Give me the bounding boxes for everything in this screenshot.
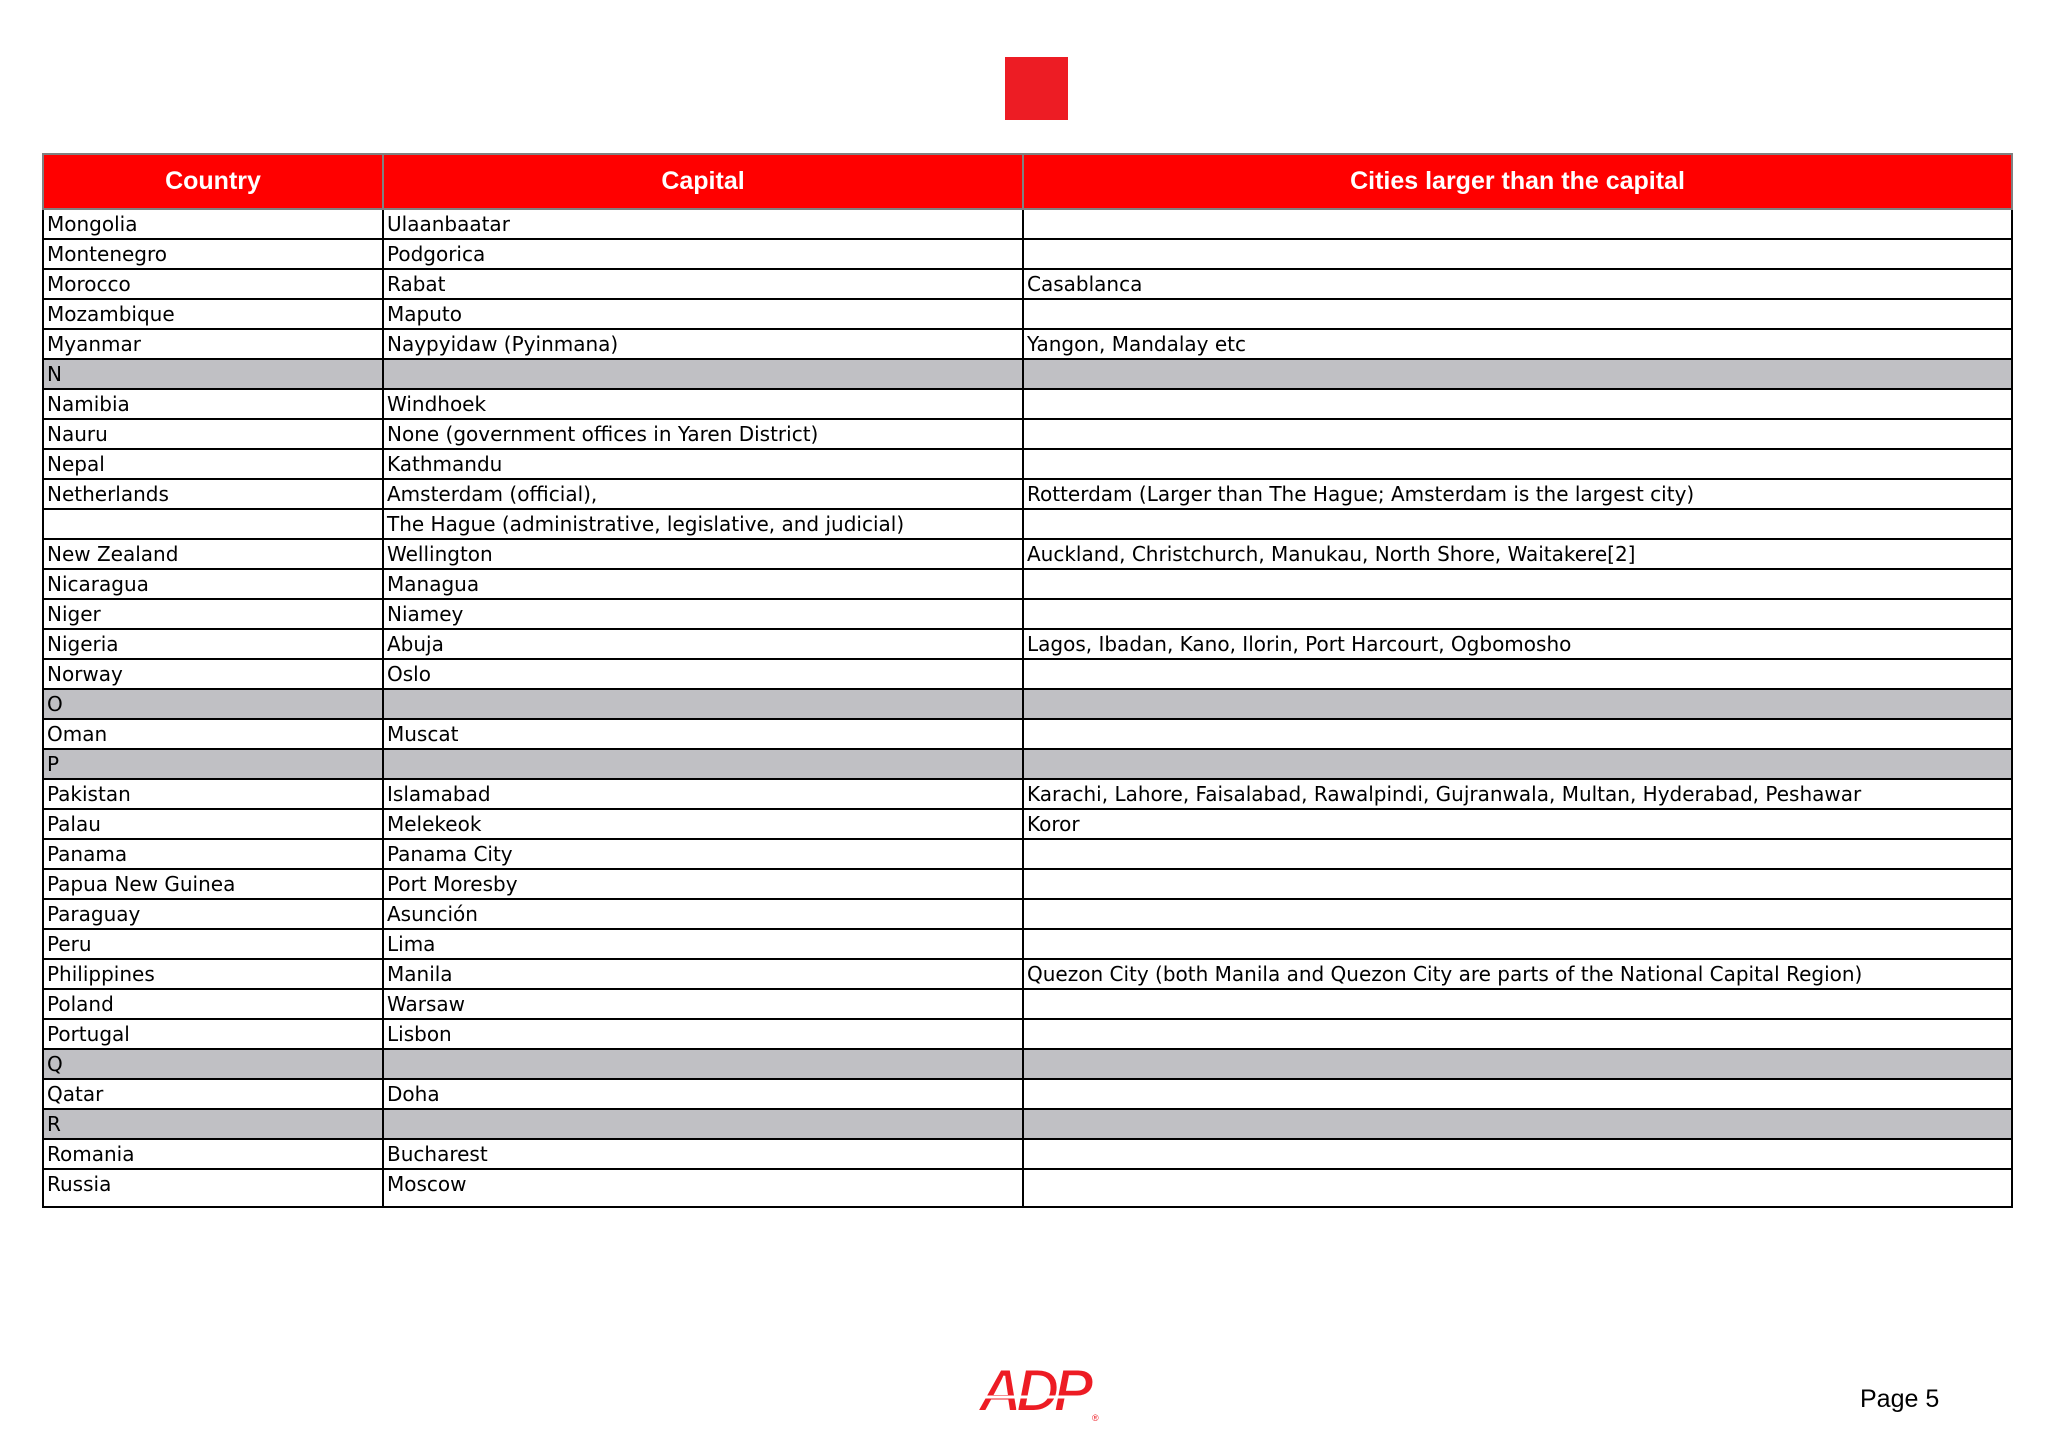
cell-larger-cities: [1023, 299, 2012, 329]
cell-larger-cities: [1023, 359, 2012, 389]
cell-larger-cities: [1023, 1019, 2012, 1049]
table-row: [43, 659, 2012, 689]
cell-country: Russia: [43, 1169, 383, 1207]
cell-country: Nigeria: [43, 629, 383, 659]
cell-country: Norway: [43, 659, 383, 689]
cell-larger-cities: [1023, 749, 2012, 779]
table-row: [43, 239, 2012, 269]
cell-capital: Panama City: [383, 839, 1023, 869]
table-row: [43, 269, 2012, 299]
table-row: [43, 509, 2012, 539]
cell-country: Pakistan: [43, 779, 383, 809]
cell-capital: Bucharest: [383, 1139, 1023, 1169]
cell-larger-cities: Casablanca: [1023, 269, 2012, 299]
cell-larger-cities: [1023, 1169, 2012, 1207]
table-section-row: [43, 749, 2012, 779]
table-row: [43, 209, 2012, 239]
cell-capital: Moscow: [383, 1169, 1023, 1207]
cell-capital: Oslo: [383, 659, 1023, 689]
cell-capital: Ulaanbaatar: [383, 209, 1023, 239]
cell-country: O: [43, 689, 383, 719]
cell-country: Qatar: [43, 1079, 383, 1109]
cell-larger-cities: [1023, 449, 2012, 479]
cell-capital: Niamey: [383, 599, 1023, 629]
table-section-row: [43, 1049, 2012, 1079]
table-row: [43, 1079, 2012, 1109]
cell-capital: [383, 749, 1023, 779]
table-row: [43, 629, 2012, 659]
cell-larger-cities: [1023, 1139, 2012, 1169]
cell-country: Myanmar: [43, 329, 383, 359]
cell-capital: None (government offices in Yaren District): [383, 419, 1023, 449]
cell-country: N: [43, 359, 383, 389]
cell-larger-cities: [1023, 989, 2012, 1019]
cell-larger-cities: [1023, 389, 2012, 419]
cell-capital: Windhoek: [383, 389, 1023, 419]
table-row: [43, 1139, 2012, 1169]
cell-capital: Port Moresby: [383, 869, 1023, 899]
table-section-row: [43, 689, 2012, 719]
cell-larger-cities: Quezon City (both Manila and Quezon City are parts of the National Capital Region): [1023, 959, 2012, 989]
cell-country: Poland: [43, 989, 383, 1019]
cell-larger-cities: [1023, 569, 2012, 599]
cell-capital: Amsterdam (official),: [383, 479, 1023, 509]
table-row: [43, 329, 2012, 359]
cell-larger-cities: Auckland, Christchurch, Manukau, North Shore, Waitakere[2]: [1023, 539, 2012, 569]
table-row: [43, 809, 2012, 839]
cell-capital: Warsaw: [383, 989, 1023, 1019]
cell-larger-cities: [1023, 239, 2012, 269]
adp-logo-text: ADP: [978, 1357, 1088, 1423]
cell-country: R: [43, 1109, 383, 1139]
cell-country: Nauru: [43, 419, 383, 449]
cell-capital: Melekeok: [383, 809, 1023, 839]
cell-capital: Naypyidaw (Pyinmana): [383, 329, 1023, 359]
cell-larger-cities: [1023, 689, 2012, 719]
cell-country: Portugal: [43, 1019, 383, 1049]
table-row: [43, 1169, 2012, 1207]
cell-larger-cities: [1023, 209, 2012, 239]
table-section-row: [43, 359, 2012, 389]
table-row: [43, 539, 2012, 569]
cell-country: Q: [43, 1049, 383, 1079]
cell-capital: Islamabad: [383, 779, 1023, 809]
table-row: [43, 929, 2012, 959]
header-capital: Capital: [383, 154, 1023, 209]
cell-capital: Doha: [383, 1079, 1023, 1109]
table-row: [43, 899, 2012, 929]
header-larger-cities: Cities larger than the capital: [1023, 154, 2012, 209]
cell-larger-cities: [1023, 1079, 2012, 1109]
cell-capital: [383, 689, 1023, 719]
table-row: [43, 569, 2012, 599]
cell-larger-cities: [1023, 839, 2012, 869]
table-section-row: [43, 1109, 2012, 1139]
header-red-square: [1005, 57, 1068, 120]
table-row: [43, 299, 2012, 329]
cell-country: Philippines: [43, 959, 383, 989]
cell-larger-cities: Karachi, Lahore, Faisalabad, Rawalpindi, Gujranwala, Multan, Hyderabad, Peshawar: [1023, 779, 2012, 809]
cell-capital: Managua: [383, 569, 1023, 599]
cell-capital: Lima: [383, 929, 1023, 959]
cell-country: Niger: [43, 599, 383, 629]
table-row: [43, 419, 2012, 449]
cell-larger-cities: [1023, 659, 2012, 689]
cell-larger-cities: [1023, 1049, 2012, 1079]
cell-larger-cities: [1023, 899, 2012, 929]
table-body: [43, 209, 2012, 1207]
table-row: [43, 989, 2012, 1019]
header-country: Country: [43, 154, 383, 209]
table-row: [43, 839, 2012, 869]
cell-capital: [383, 359, 1023, 389]
cell-capital: Wellington: [383, 539, 1023, 569]
cell-country: Montenegro: [43, 239, 383, 269]
cell-country: Oman: [43, 719, 383, 749]
cell-country: Peru: [43, 929, 383, 959]
cell-larger-cities: [1023, 929, 2012, 959]
table-row: [43, 719, 2012, 749]
registered-mark: ®: [1092, 1413, 1099, 1423]
cell-country: Papua New Guinea: [43, 869, 383, 899]
cell-country: Mozambique: [43, 299, 383, 329]
cell-capital: Kathmandu: [383, 449, 1023, 479]
cell-capital: [383, 1109, 1023, 1139]
cell-capital: Rabat: [383, 269, 1023, 299]
cell-larger-cities: [1023, 419, 2012, 449]
cell-country: P: [43, 749, 383, 779]
cell-larger-cities: Koror: [1023, 809, 2012, 839]
cell-country: Namibia: [43, 389, 383, 419]
table-row: [43, 779, 2012, 809]
cell-capital: Abuja: [383, 629, 1023, 659]
table-row: [43, 449, 2012, 479]
table-row: [43, 479, 2012, 509]
table-row: [43, 389, 2012, 419]
cell-country: Nepal: [43, 449, 383, 479]
page-number: Page 5: [1860, 1385, 1940, 1413]
cell-capital: Podgorica: [383, 239, 1023, 269]
table-row: [43, 869, 2012, 899]
cell-country: Mongolia: [43, 209, 383, 239]
cell-country: Paraguay: [43, 899, 383, 929]
cell-country: Nicaragua: [43, 569, 383, 599]
cell-larger-cities: [1023, 599, 2012, 629]
cell-capital: Maputo: [383, 299, 1023, 329]
table-header-row: [43, 154, 2012, 209]
cell-larger-cities: Lagos, Ibadan, Kano, Ilorin, Port Harcourt, Ogbomosho: [1023, 629, 2012, 659]
cell-country: [43, 509, 383, 539]
table-row: [43, 1019, 2012, 1049]
cell-capital: Lisbon: [383, 1019, 1023, 1049]
cell-capital: Muscat: [383, 719, 1023, 749]
cell-larger-cities: [1023, 509, 2012, 539]
cell-larger-cities: Yangon, Mandalay etc: [1023, 329, 2012, 359]
cell-larger-cities: [1023, 719, 2012, 749]
table-row: [43, 959, 2012, 989]
table-row: [43, 599, 2012, 629]
cell-country: Morocco: [43, 269, 383, 299]
cell-country: Palau: [43, 809, 383, 839]
cell-capital: The Hague (administrative, legislative, and judicial): [383, 509, 1023, 539]
adp-logo: [970, 1357, 1100, 1423]
cell-larger-cities: [1023, 869, 2012, 899]
cell-larger-cities: [1023, 1109, 2012, 1139]
cell-country: Romania: [43, 1139, 383, 1169]
cell-capital: Asunción: [383, 899, 1023, 929]
capitals-table: [42, 153, 2013, 1208]
cell-capital: [383, 1049, 1023, 1079]
cell-larger-cities: Rotterdam (Larger than The Hague; Amsterdam is the largest city): [1023, 479, 2012, 509]
cell-capital: Manila: [383, 959, 1023, 989]
cell-country: Netherlands: [43, 479, 383, 509]
cell-country: New Zealand: [43, 539, 383, 569]
cell-country: Panama: [43, 839, 383, 869]
